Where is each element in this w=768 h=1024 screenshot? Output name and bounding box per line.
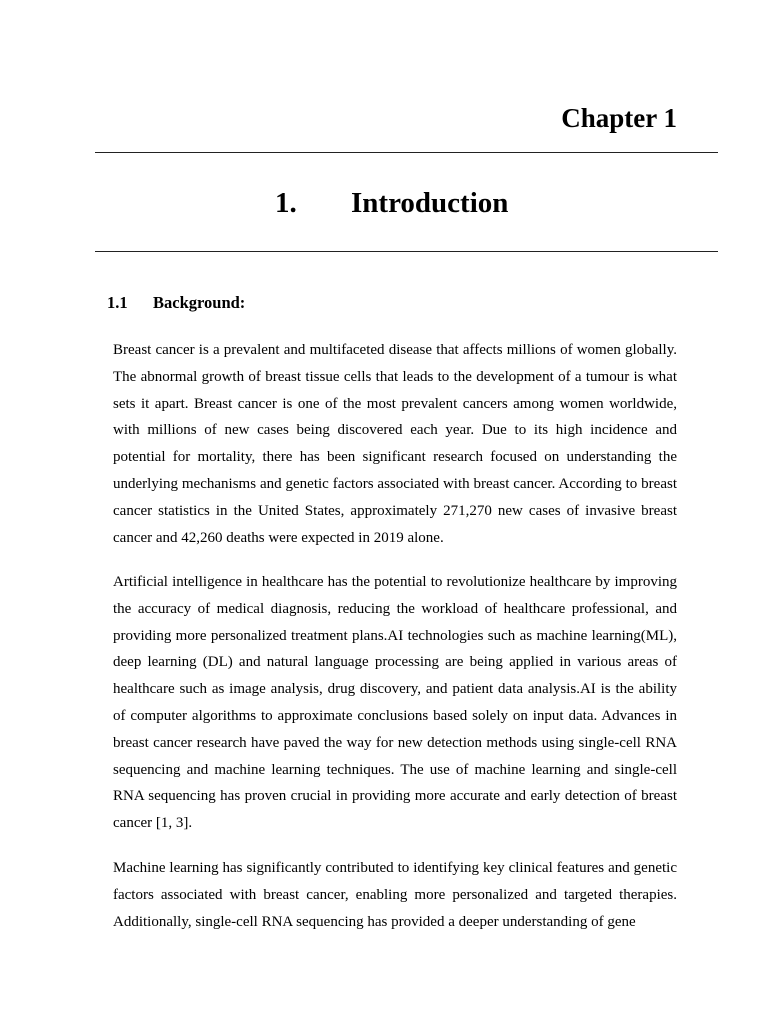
section-title: Background: — [153, 293, 246, 312]
chapter-label: Chapter 1 — [561, 103, 677, 133]
body-paragraph: Machine learning has significantly contributed to identifying key clinical features and genetic factors associated with breast cancer, enabling more personalized and targeted therapies. Additionally, single-cell RNA sequencing has provided a deeper understanding of gene — [113, 860, 677, 930]
chapter-title-text: Introduction — [351, 187, 509, 219]
chapter-title-number: 1. — [275, 187, 297, 219]
top-divider — [95, 152, 718, 153]
section-number: 1.1 — [107, 293, 128, 312]
bottom-divider — [95, 251, 718, 252]
body-paragraph: Artificial intelligence in healthcare has the potential to revolutionize healthcare by improving the accuracy of medical diagnosis, reducing the workload of healthcare professional, and providing more personalized treatment plans.AI technologies such as machine learning(ML), deep learning (DL) and natural language processing are being applied in various areas of healthcare such as image analysis, drug discovery, and patient data analysis.AI is the ability of computer algorithms to approximate conclusions based solely on input data. Advances in breast cancer research have paved the way for new detection methods using single-cell RNA sequencing and machine learning techniques. The use of machine learning and single-cell RNA sequencing has proven crucial in providing more accurate and early detection of breast cancer [1, 3]. — [113, 574, 677, 832]
body-paragraph: Breast cancer is a prevalent and multifaceted disease that affects millions of women globally. The abnormal growth of breast tissue cells that leads to the development of a tumour is what sets it apart. Breast cancer is one of the most prevalent cancers among women worldwide, with millions of new cases being discovered each year. Due to its high incidence and potential for mortality, there has been significant research focused on understanding the underlying mechanisms and genetic factors associated with breast cancer. According to breast cancer statistics in the United States, approximately 271,270 new cases of invasive breast cancer and 42,260 deaths were expected in 2019 alone. — [113, 342, 677, 546]
